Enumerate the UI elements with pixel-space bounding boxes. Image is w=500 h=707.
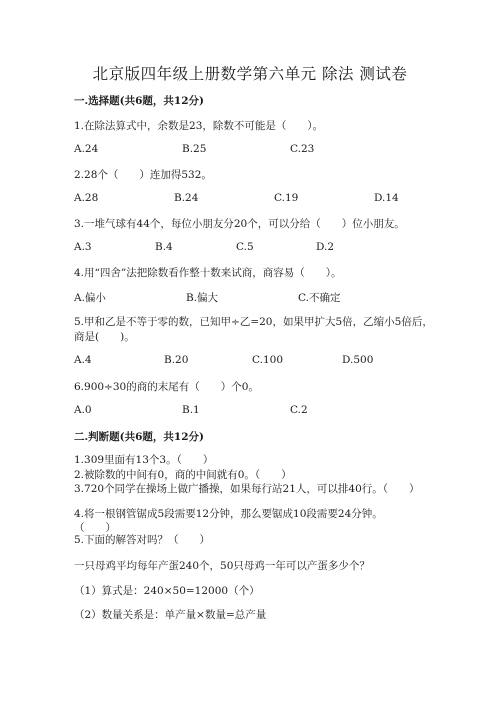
question-5-option-c: C.100 (252, 354, 284, 366)
question-3-option-c: C.5 (236, 241, 254, 253)
word-problem-text: 一只母鸡平均每年产蛋240个，50只母鸡一年可以产蛋多少个？ (74, 560, 370, 572)
question-5-option-d: D.500 (342, 354, 374, 366)
section-heading-choice: 一.选择题(共6题，共12分) (74, 95, 205, 107)
judgement-5-text: 5.下面的解答对吗？（ ） (74, 534, 211, 546)
judgement-2-text: 2.被除数的中间有0，商的中间就有0。（ ） (74, 469, 292, 481)
question-1-option-a: A.24 (74, 143, 99, 155)
question-2-option-d: D.14 (374, 192, 399, 204)
question-4-option-c: C.不确定 (298, 292, 341, 304)
question-3-option-a: A.3 (74, 241, 92, 253)
question-6-option-c: C.2 (290, 404, 308, 416)
question-2-option-b: B.24 (174, 192, 199, 204)
word-problem-step-2: （2）数量关系是：单产量×数量=总产量 (74, 609, 267, 621)
question-4-option-a: A.偏小 (74, 292, 106, 304)
question-1-option-b: B.25 (182, 143, 207, 155)
question-3-text: 3.一堆气球有44个，每位小朋友分20个，可以分给（ ）位小朋友。 (74, 218, 405, 230)
question-5-line-1: 5.甲和乙是不等于零的数，已知甲÷乙=20，如果甲扩大5倍，乙缩小5倍后， (74, 316, 433, 328)
judgement-4-line-2: （ ） (74, 522, 116, 534)
section-heading-judgement: 二.判断题(共6题，共12分) (74, 431, 205, 443)
question-2-option-c: C.19 (274, 192, 299, 204)
question-5-line-2: 商是( )。 (74, 331, 135, 343)
question-6-option-b: B.1 (182, 404, 200, 416)
judgement-3-text: 3.720个同学在操场上做广播操，如果每行站21人，可以排40行。（ ） (74, 483, 420, 495)
question-4-text: 4.用“四舍”法把除数看作整十数来试商，商容易（ ）。 (74, 267, 342, 279)
page-title: 北京版四年级上册数学第六单元 除法 测试卷 (92, 65, 408, 83)
question-4-option-b: B.偏大 (186, 292, 219, 304)
question-2-option-a: A.28 (74, 192, 99, 204)
question-6-option-a: A.0 (74, 404, 92, 416)
question-5-option-a: A.4 (74, 354, 92, 366)
question-3-option-b: B.4 (155, 241, 173, 253)
question-5-option-b: B.20 (164, 354, 189, 366)
judgement-1-text: 1.309里面有13个3。（ ） (74, 454, 214, 466)
question-1-text: 1.在除法算式中，余数是23，除数不可能是（ ）。 (74, 120, 324, 132)
question-3-option-d: D.2 (316, 241, 335, 253)
judgement-4-line-1: 4.将一根钢管锯成5段需要12分钟，那么要锯成10段需要24分钟。 (74, 508, 383, 520)
word-problem-step-1: （1）算式是：240×50=12000（个） (74, 585, 260, 597)
question-6-text: 6.900÷30的商的末尾有（ ）个0。 (74, 381, 259, 393)
question-2-text: 2.28个（ ）连加得532。 (74, 169, 212, 181)
question-1-option-c: C.23 (290, 143, 315, 155)
